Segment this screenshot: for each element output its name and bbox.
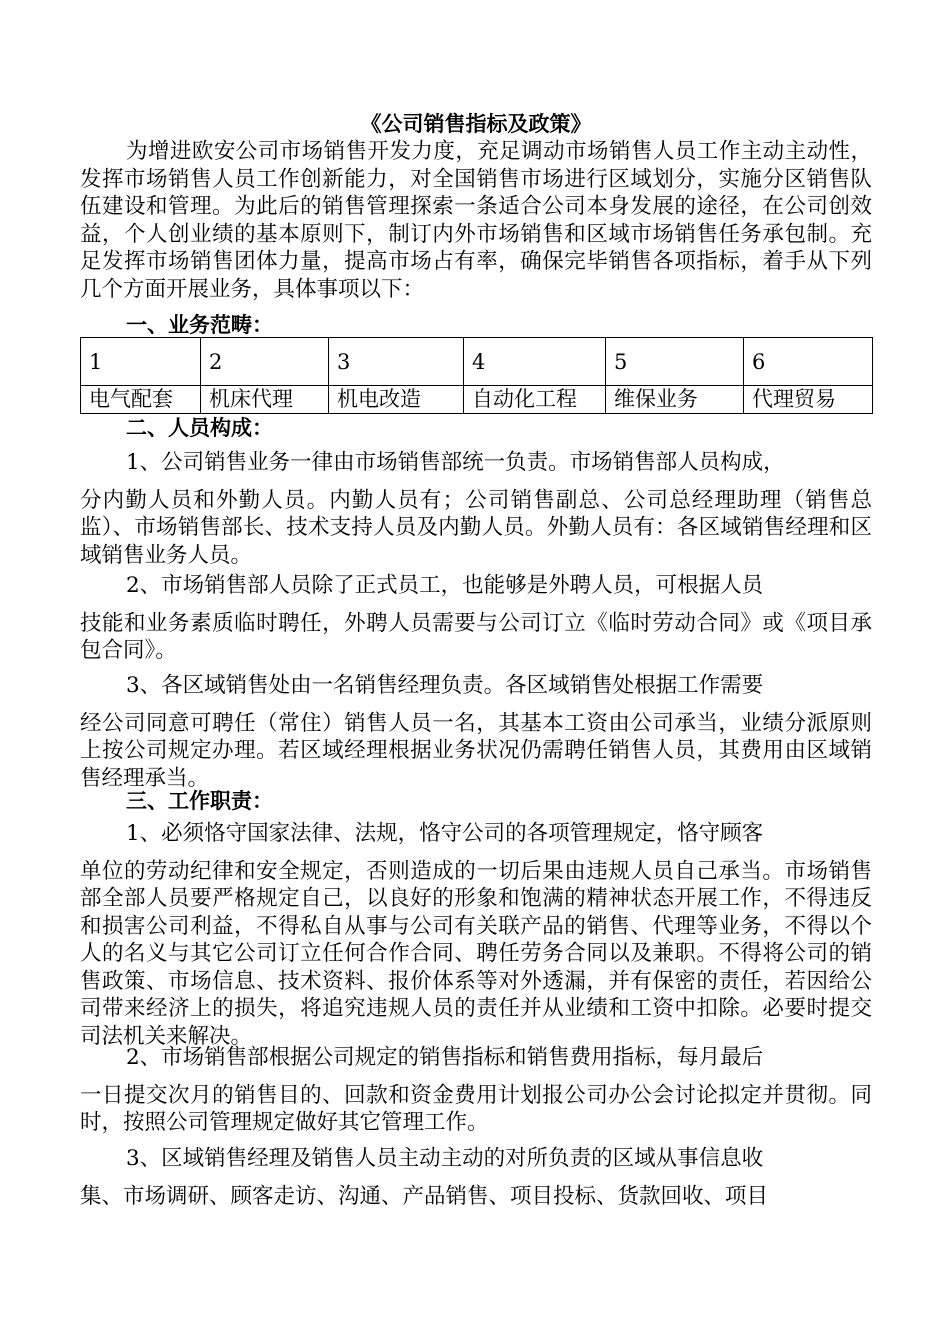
table-cell-item: 机电改造 bbox=[329, 386, 464, 414]
section2-paragraph-1 bbox=[80, 449, 872, 569]
intro-paragraph: 为增进欧安公司市场销售开发力度，充足调动市场销售人员工作主动主动性，发挥市场销售人员工作创新能力，对全国销售市场进行区域划分，实施分区销售队伍建设和管理。为此后的销售管理探索一条适合公司本身发展的途径，在公司创效益，个人创业绩的基本原则下，制订内外市场销售和区域市场销售任务承包制。充足发挥市场销售团体力量，提高市场占有率，确保完毕销售各项指标，着手从下列几个方面开展业务，具体事项以下： bbox=[80, 139, 872, 302]
table-cell-item: 电气配套 bbox=[81, 386, 201, 414]
table-cell-number: 4 bbox=[464, 338, 606, 386]
business-scope-table bbox=[80, 337, 873, 414]
table-cell-number: 2 bbox=[201, 338, 329, 386]
section2-paragraph-3 bbox=[80, 672, 872, 792]
paragraph-body: 单位的劳动纪律和安全规定，否则造成的一切后果由违规人员自己承当。市场销售部全部人员要严格规定自己，以良好的形象和饱满的精神状态开展工作，不得违反和损害公司利益，不得私自从事与公司有关联产品的销售、代理等业务，不得以个人的名义与其它公司订立任何合作合同、聘任劳务合同以及兼职。不得将公司的销售政策、市场信息、技术资料、报价体系等对外透漏，并有保密的责任，若因给公司带来经济上的损失，将追究违规人员的责任并从业绩和工资中扣除。必要时提交司法机关来解决。 bbox=[80, 858, 872, 1049]
paragraph-body: 一日提交次月的销售目的、回款和资金费用计划报公司办公会讨论拟定并贯彻。同时，按照公司管理规定做好其它管理工作。 bbox=[80, 1082, 872, 1135]
section1-heading: 一、业务范畴： bbox=[126, 312, 273, 337]
table-cell-number: 6 bbox=[744, 338, 873, 386]
paragraph-first-line: 2、市场销售部根据公司规定的销售指标和销售费用指标，每月最后 bbox=[126, 1045, 764, 1070]
paragraph-body: 经公司同意可聘任（常住）销售人员一名，其基本工资由公司承当，业绩分派原则上按公司规定办理。若区域经理根据业务状况仍需聘任销售人员，其费用由区域销售经理承当。 bbox=[80, 710, 872, 791]
table-cell-number: 5 bbox=[606, 338, 744, 386]
table-cell-item: 维保业务 bbox=[606, 386, 744, 414]
table-row bbox=[81, 386, 873, 414]
paragraph-body: 技能和业务素质临时聘任，外聘人员需要与公司订立《临时劳动合同》或《项目承包合同》。 bbox=[80, 610, 872, 663]
section3-paragraph-1 bbox=[80, 820, 872, 1050]
table-cell-item: 自动化工程 bbox=[464, 386, 606, 414]
table-cell-number: 3 bbox=[329, 338, 464, 386]
document-title: 《公司销售指标及政策》 bbox=[360, 111, 592, 136]
table-cell-item: 代理贸易 bbox=[744, 386, 873, 414]
paragraph-first-line: 1、公司销售业务一律由市场销售部统一负责。市场销售部人员构成， bbox=[126, 450, 785, 475]
table-cell-number: 1 bbox=[81, 338, 201, 386]
paragraph-first-line: 3、区域销售经理及销售人员主动主动的对所负责的区域从事信息收 bbox=[126, 1146, 764, 1171]
paragraph-first-line: 1、必须恪守国家法律、法规，恪守公司的各项管理规定，恪守顾客 bbox=[126, 821, 764, 846]
section2-paragraph-2 bbox=[80, 572, 872, 665]
paragraph-body: 集、市场调研、顾客走访、沟通、产品销售、项目投标、货款回收、项目 bbox=[80, 1183, 769, 1209]
section2-heading: 二、人员构成： bbox=[126, 415, 273, 440]
table-row bbox=[81, 338, 873, 386]
table-cell-item: 机床代理 bbox=[201, 386, 329, 414]
paragraph-first-line: 2、市场销售部人员除了正式员工，也能够是外聘人员，可根据人员 bbox=[126, 573, 764, 598]
paragraph-first-line: 3、各区域销售处由一名销售经理负责。各区域销售处根据工作需要 bbox=[126, 673, 764, 698]
section3-heading: 三、工作职责： bbox=[126, 788, 273, 813]
section3-paragraph-2 bbox=[80, 1044, 872, 1137]
section3-paragraph-3 bbox=[80, 1145, 872, 1210]
paragraph-body: 分内勤人员和外勤人员。内勤人员有；公司销售副总、公司总经理助理（销售总监）、市场销售部长、技术支持人员及内勤人员。外勤人员有：各区域销售经理和区域销售业务人员。 bbox=[80, 487, 872, 568]
